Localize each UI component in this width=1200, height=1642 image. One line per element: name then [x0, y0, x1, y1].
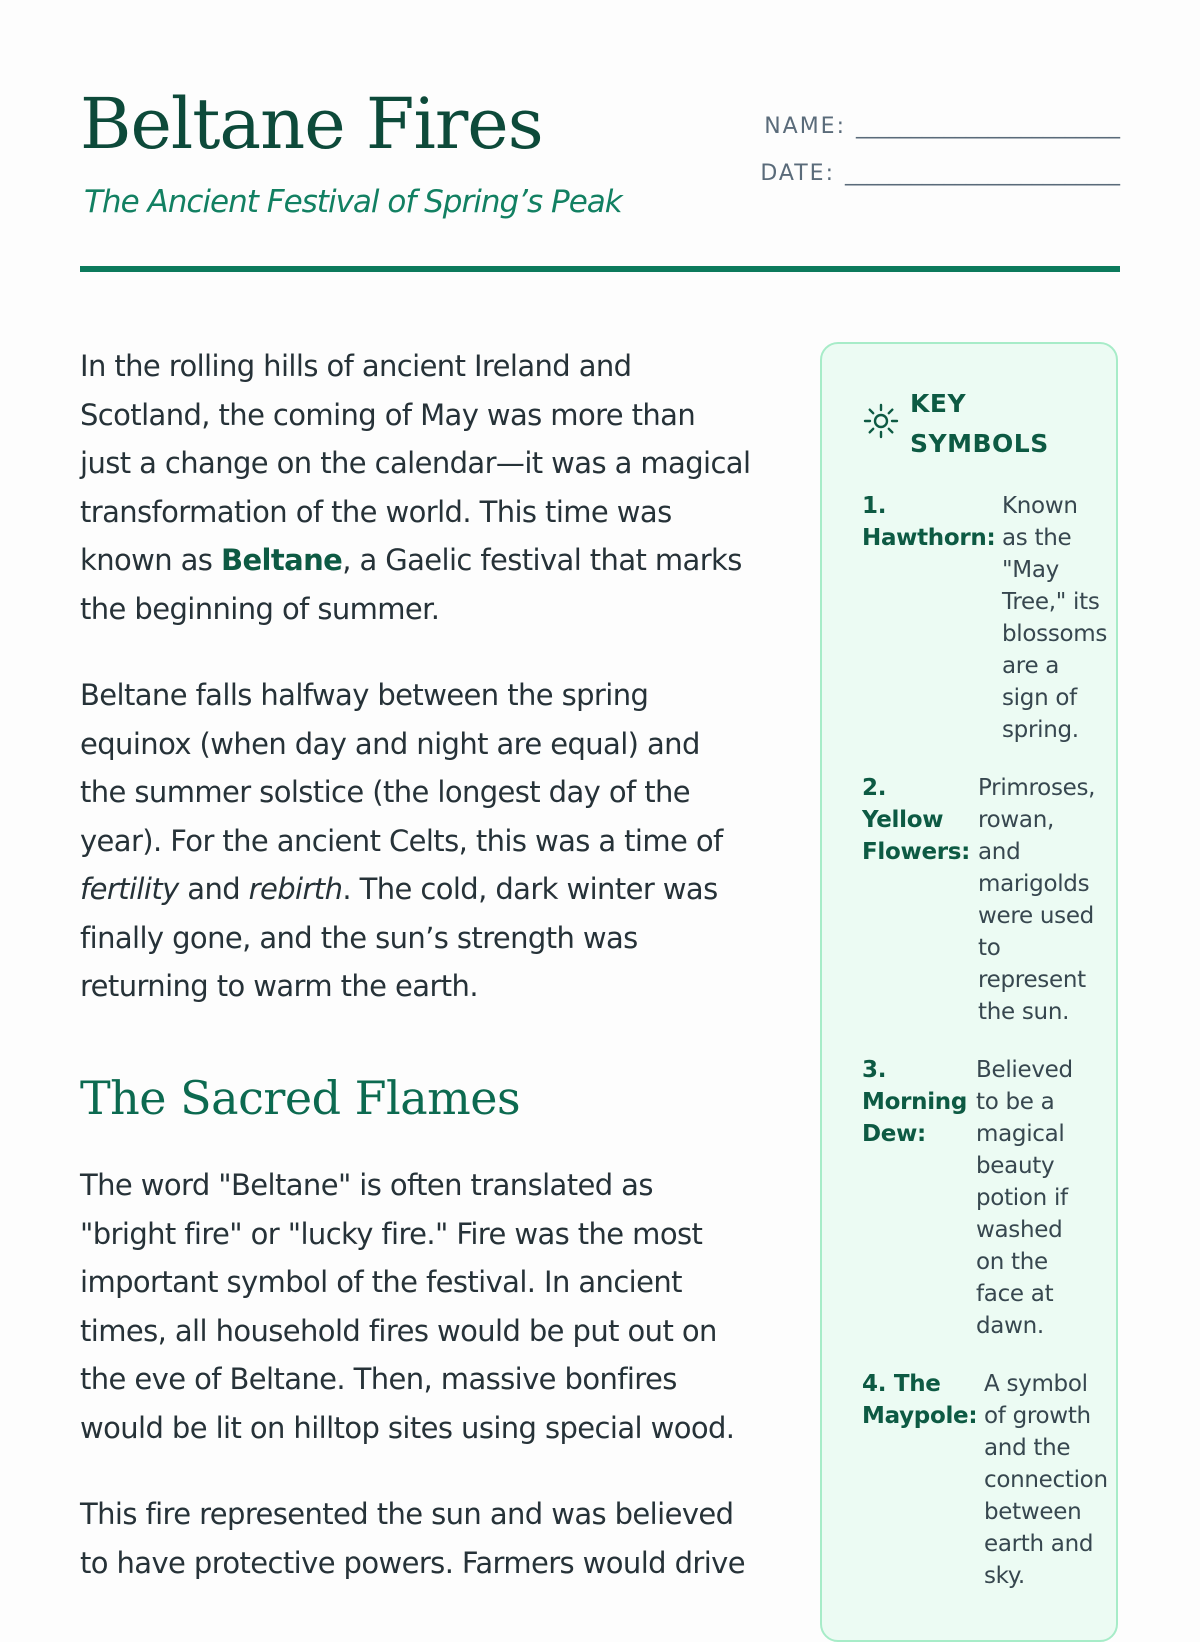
- paragraph-intro: In the rolling hills of ancient Ireland and Scotland, the coming of May was more than just a change on the calendar—it was a magical transformation of the world. This time was known as Beltane, a Gaelic festival that marks the beginning of summer.: [80, 349, 751, 626]
- sun-icon: [862, 402, 900, 440]
- fertility-term: fertility: [80, 872, 179, 906]
- symbol-desc: A symbol of growth and the connection between earth and sky.: [984, 1371, 1108, 1589]
- symbol-name: 3. Morning Dew:: [862, 1057, 968, 1147]
- name-field[interactable]: [690, 114, 1120, 161]
- date-line[interactable]: _________________________: [845, 161, 1120, 186]
- card-title: KEY SYMBOLS: [910, 389, 1049, 458]
- beltane-term: Beltane: [220, 543, 343, 577]
- date-label: DATE:: [760, 161, 835, 186]
- paragraph-fire: The word "Beltane" is often translated as "bright fire" or "lucky fire." Fire was the most important symbol of the festival. In ancient times, all household fires would be put out on the eve of Beltane. Then, massive bonfires would be lit on hilltop sites using special wood.: [80, 1168, 735, 1445]
- paragraph-timing: Beltane falls halfway between the spring equinox (when day and night are equal) and the summer solstice (the longest day of the year). For the ancient Celts, this was a time of fertility and rebirth. The cold, dark winter was finally gone, and the sun’s strength was returning to warm the earth.: [80, 678, 723, 1003]
- section-heading: The Sacred Flames: [80, 1070, 521, 1125]
- symbol-desc: Primroses, rowan, and marigolds were used to represent the sun.: [978, 775, 1096, 1025]
- key-symbols-card: [820, 342, 1118, 1642]
- symbol-item: [862, 772, 1104, 1028]
- rebirth-term: rebirth: [248, 872, 343, 906]
- symbol-item: [862, 1368, 1108, 1592]
- name-label: NAME:: [764, 114, 846, 139]
- paragraph-protection: This fire represented the sun and was believed to have protective powers. Farmers would drive: [80, 1497, 745, 1580]
- symbol-name: 4. The Maypole:: [862, 1371, 978, 1429]
- name-line[interactable]: ________________________: [856, 114, 1120, 139]
- symbol-item: [862, 490, 1108, 746]
- card-header: [862, 384, 1104, 464]
- name-date-fields: [690, 114, 1120, 208]
- symbol-item: [862, 1054, 1104, 1342]
- date-field[interactable]: [690, 161, 1120, 208]
- page-subtitle: The Ancient Festival of Spring’s Peak: [84, 184, 622, 220]
- page-title: Beltane Fires: [80, 83, 543, 165]
- header-divider: [80, 266, 1120, 272]
- symbol-name: 2. Yellow Flowers:: [862, 775, 971, 865]
- symbol-desc: Known as the "May Tree," its blossoms are a sign of spring.: [1002, 493, 1108, 743]
- article-body: [80, 342, 754, 1625]
- symbol-desc: Believed to be a magical beauty potion if washed on the face at dawn.: [976, 1057, 1073, 1339]
- symbol-name: 1. Hawthorn:: [862, 493, 996, 551]
